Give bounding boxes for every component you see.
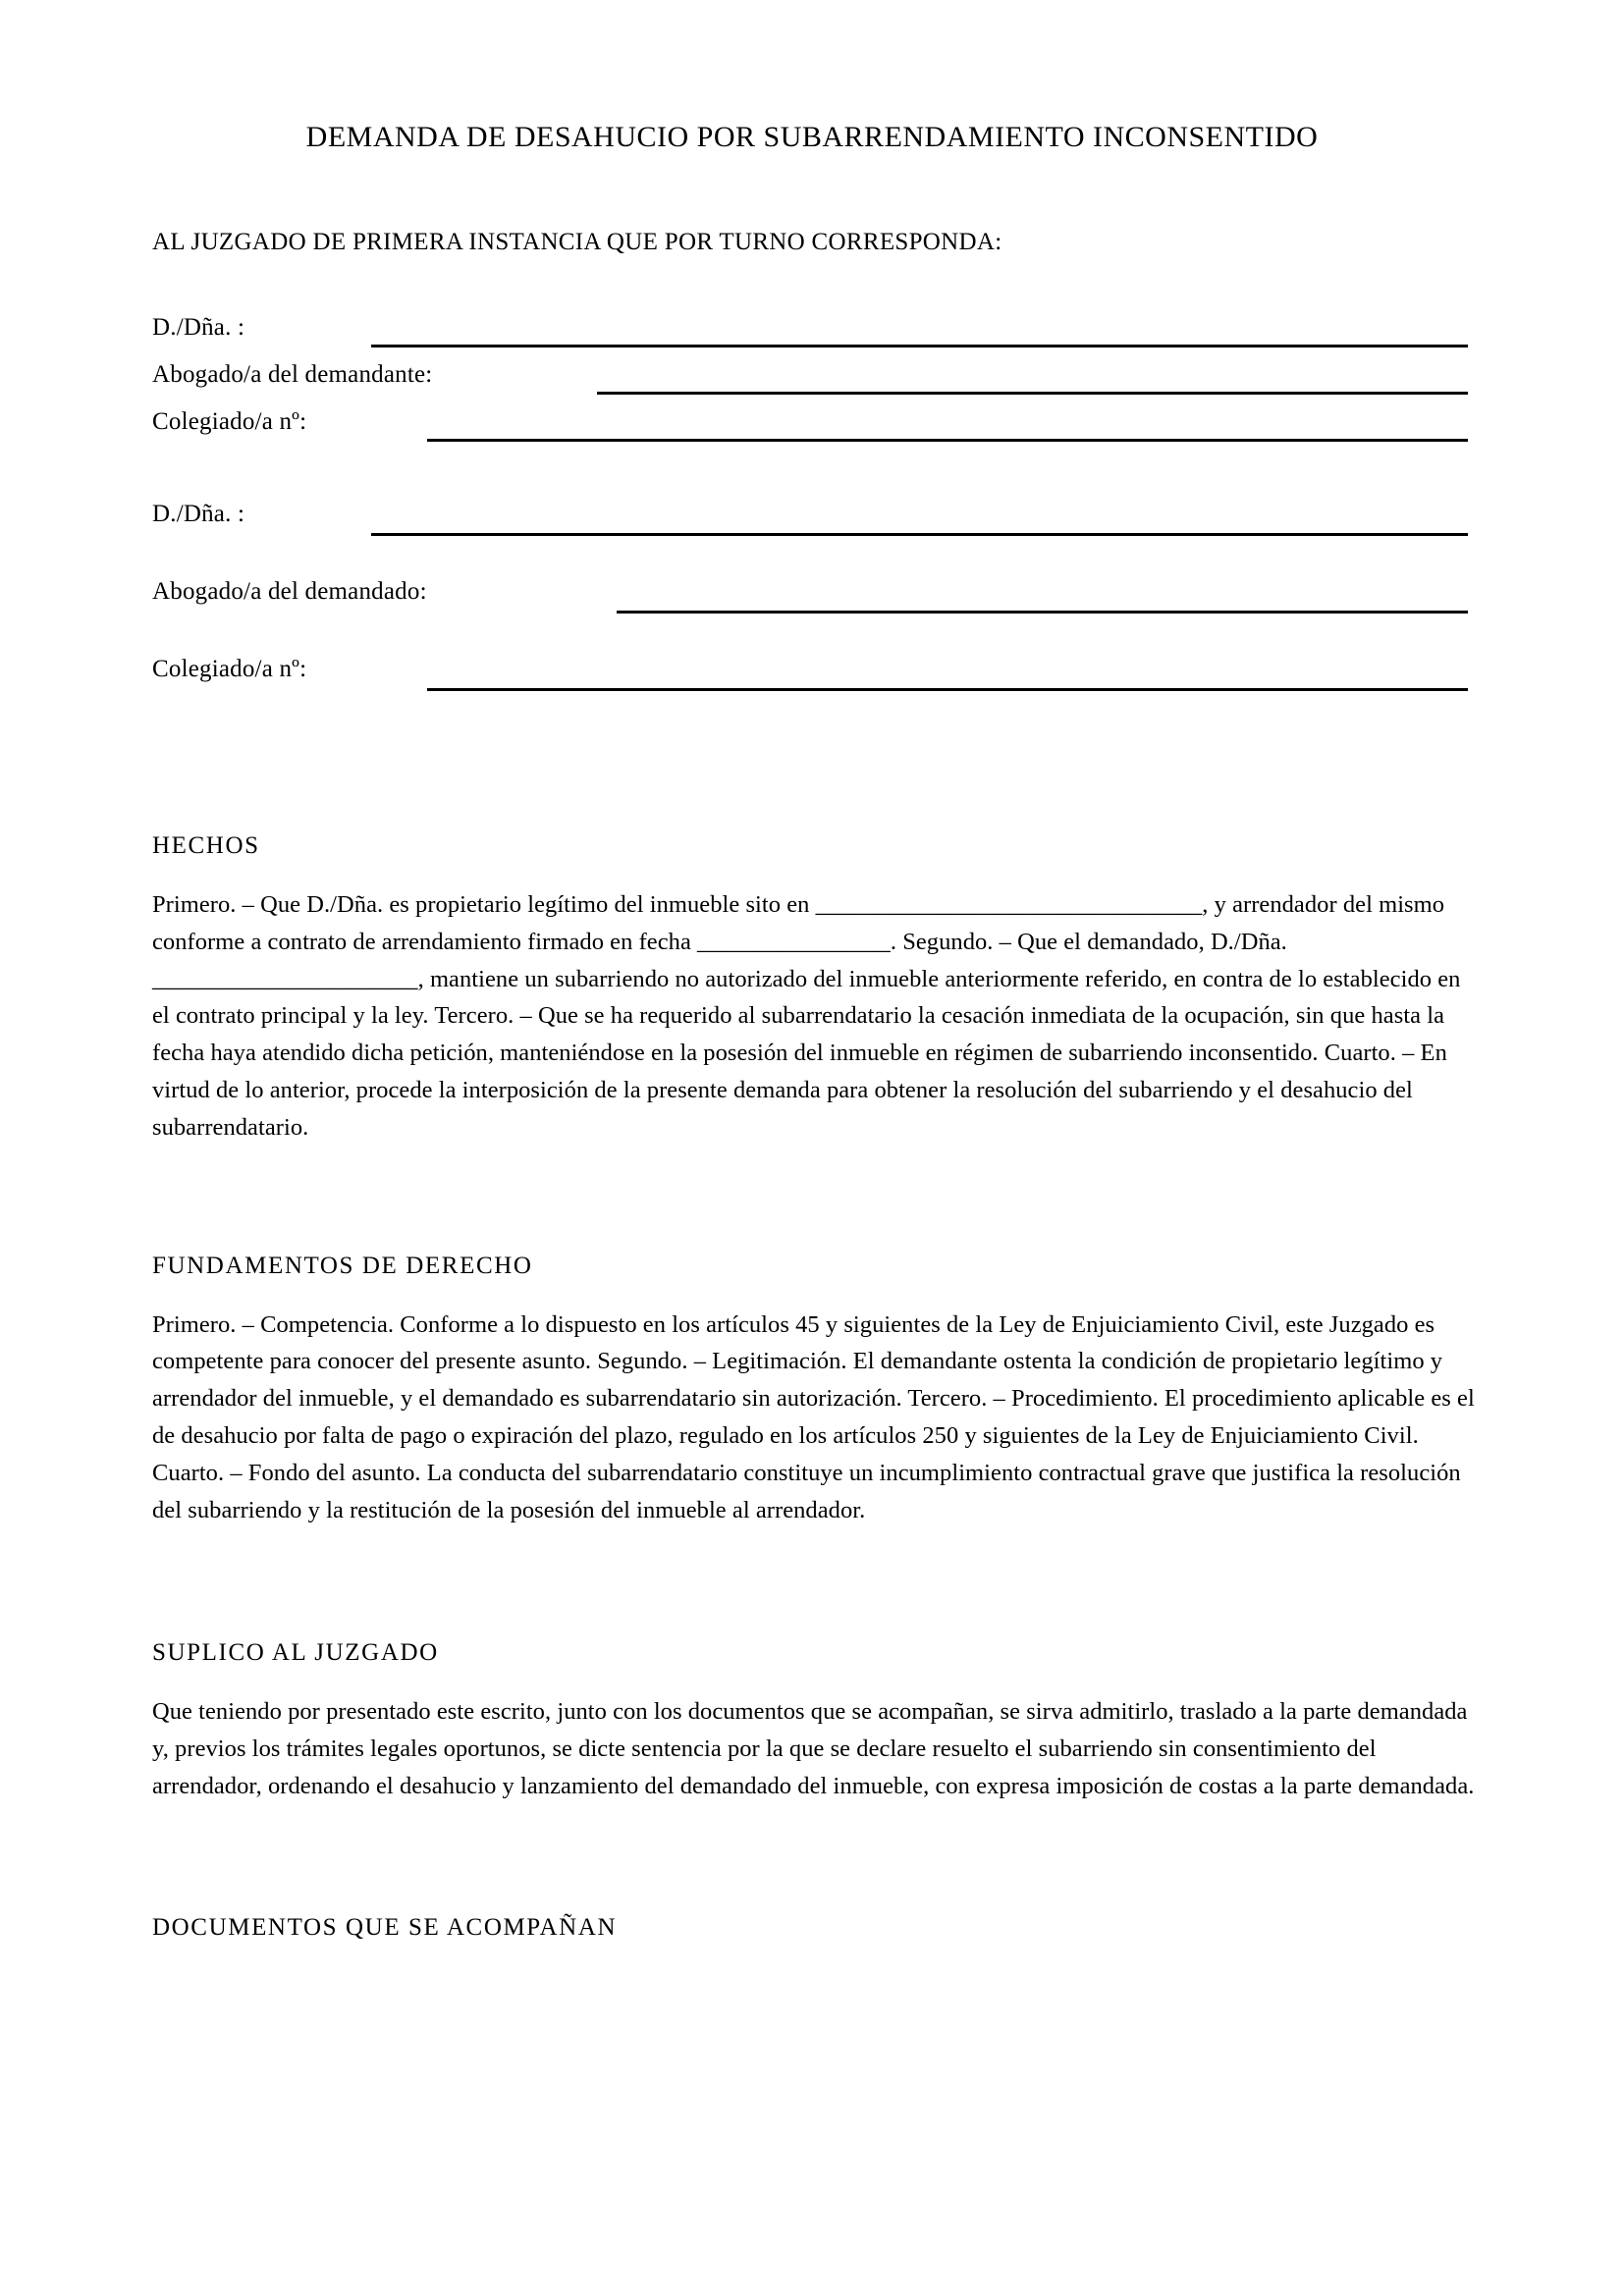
defendant-lawyer-label: Abogado/a del demandado: xyxy=(152,578,427,605)
plaintiff-lawyer-input[interactable] xyxy=(597,392,1468,395)
section-heading-documentos: DOCUMENTOS QUE SE ACOMPAÑAN xyxy=(152,1913,618,1941)
defendant-bar-number-label: Colegiado/a nº: xyxy=(152,656,307,682)
page-title: DEMANDA DE DESAHUCIO POR SUBARRENDAMIENTO INCONSENTIDO xyxy=(305,121,1319,153)
plaintiff-bar-number-input[interactable] xyxy=(427,439,1468,442)
field-row xyxy=(0,653,1624,730)
plaintiff-lawyer-label: Abogado/a del demandante: xyxy=(152,361,433,388)
section-body-hechos: Primero. – Que D./Dña. es propietario legítimo del inmueble sito en ________________________________, y arrendador del mismo conforme a contrato de arrendamiento firmado en fecha ________________. Segundo. – Que el demandado, D./Dña. ______________________, mantiene un subarriendo no autorizado del inmueble anteriormente referido, en contra de lo establecido en el contrato principal y la ley. Tercero. – Que se ha requerido al subarrendatario la cesación inmediata de la ocupación, sin que hasta la fecha haya atendido dicha petición, manteniéndose en la posesión del inmueble en régimen de subarriendo inconsentido. Cuarto. – En virtud de lo anterior, procede la interposición de la presente demanda para obtener la resolución del subarriendo y el desahucio del subarrendatario. xyxy=(152,891,1461,1141)
field-row xyxy=(0,358,1624,405)
section-body-fundamentos: Primero. – Competencia. Conforme a lo dispuesto en los artículos 45 y siguientes de la Ley de Enjuiciamiento Civil, este Juzgado es competente para conocer del presente asunto. Segundo. – Legitimación. El demandante ostenta la condición de propietario legítimo y arrendador del inmueble, y el demandado es subarrendatario sin autorización. Tercero. – Procedimiento. El procedimiento aplicable es el de desahucio por falta de pago o expiración del plazo, regulado en los artículos 250 y siguientes de la Ley de Enjuiciamiento Civil. Cuarto. – Fondo del asunto. La conducta del subarrendatario constituye un incumplimiento contractual grave que justifica la resolución del subarriendo y la restitución de la posesión del inmueble al arrendador. xyxy=(152,1310,1475,1523)
court-addressee: AL JUZGADO DE PRIMERA INSTANCIA QUE POR TURNO CORRESPONDA: xyxy=(152,229,1002,255)
defendant-name-label: D./Dña. : xyxy=(152,501,245,527)
defendant-name-input[interactable] xyxy=(371,533,1468,536)
plaintiff-name-input[interactable] xyxy=(371,345,1468,347)
field-row xyxy=(0,498,1624,575)
field-row xyxy=(0,311,1624,358)
plaintiff-name-label: D./Dña. : xyxy=(152,314,245,341)
field-row xyxy=(0,575,1624,653)
defendant-lawyer-input[interactable] xyxy=(617,611,1468,614)
defendant-bar-number-input[interactable] xyxy=(427,688,1468,691)
defendant-field-group xyxy=(0,453,1624,730)
plaintiff-bar-number-label: Colegiado/a nº: xyxy=(152,408,307,435)
section-body-suplico: Que teniendo por presentado este escrito, junto con los documentos que se acompañan, se sirva admitirlo, traslado a la parte demandada y, previos los trámites legales oportunos, se dicte sentencia por la que se declare resuelto el subarriendo sin consentimiento del arrendador, ordenando el desahucio y lanzamiento del demandado del inmueble, con expresa imposición de costas a la parte demandada. xyxy=(152,1698,1475,1799)
section-heading-hechos: HECHOS xyxy=(152,832,260,859)
section-heading-suplico: SUPLICO AL JUZGADO xyxy=(152,1639,439,1667)
section-heading-fundamentos: FUNDAMENTOS DE DERECHO xyxy=(152,1252,533,1279)
plaintiff-field-group xyxy=(0,257,1624,453)
field-row xyxy=(0,405,1624,453)
